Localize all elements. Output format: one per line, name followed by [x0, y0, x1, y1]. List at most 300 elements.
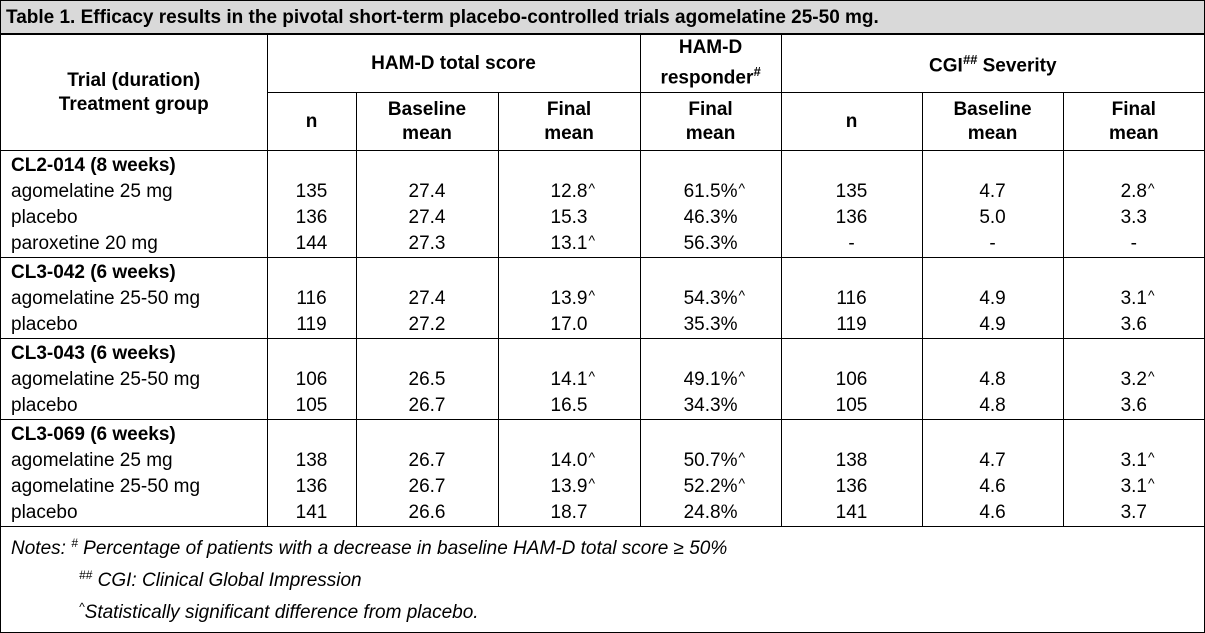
value-text: 138 — [835, 450, 868, 471]
significance-mark: ^ — [588, 475, 596, 491]
treatment-group: placebo — [11, 502, 78, 523]
hamd-n-value — [296, 205, 328, 231]
responder-final-cell — [640, 420, 781, 527]
trial-group — [1, 258, 1204, 339]
table-value-row — [782, 179, 922, 205]
header-line: Baseline — [953, 98, 1032, 120]
table-value-row — [357, 500, 498, 526]
table-value-row — [782, 231, 922, 257]
significance-mark: ^ — [1148, 449, 1155, 465]
cgi-n-value — [836, 500, 868, 526]
value-text: 136 — [835, 207, 868, 228]
header-cgi-label: CGI — [929, 55, 963, 77]
header-cgi-final — [1063, 93, 1204, 151]
value-text: 116 — [296, 288, 327, 309]
value-text: 24.8% — [683, 502, 738, 523]
hamd-final-cell — [498, 151, 640, 258]
significance-mark: ^ — [588, 287, 596, 303]
trial-group — [1, 420, 1204, 527]
value-text: - — [1130, 233, 1137, 254]
table-value-row — [923, 286, 1063, 312]
responder-final-value — [684, 500, 738, 526]
notes-prefix: Notes: — [11, 538, 72, 559]
value-text: 49.1% — [683, 369, 738, 390]
table-value-row — [782, 286, 922, 312]
table-value-row — [1064, 448, 1205, 474]
spacer — [923, 341, 1063, 367]
value-text: 136 — [295, 207, 328, 228]
value-text: 3.3 — [1120, 207, 1147, 228]
cgi-n-value — [836, 286, 866, 312]
responder-final-cell — [640, 151, 781, 258]
header-responder-label: responder — [660, 67, 754, 89]
significance-mark: ^ — [588, 368, 596, 384]
table-value-row — [499, 231, 640, 257]
cgi-n-cell — [781, 258, 922, 339]
spacer — [923, 153, 1063, 179]
value-text: 18.7 — [550, 502, 588, 523]
header-trial-line1: Trial (duration) — [67, 69, 201, 91]
header-line: Baseline — [387, 98, 467, 120]
table-value-row — [1064, 474, 1205, 500]
table-value-row — [782, 205, 922, 231]
table-value-row — [357, 474, 498, 500]
cgi-n-value — [836, 205, 868, 231]
hamd-n-value — [296, 231, 328, 257]
value-text: 27.2 — [408, 314, 446, 335]
value-text: 16.5 — [550, 395, 588, 416]
spacer — [268, 153, 356, 179]
cgi-baseline-value — [979, 312, 1005, 338]
table-value-row — [782, 474, 922, 500]
table-value-row — [1064, 231, 1205, 257]
table-notes — [1, 527, 1204, 626]
table-value-row — [357, 393, 498, 419]
spacer — [782, 422, 922, 448]
value-text: 26.7 — [408, 450, 446, 471]
hamd-baseline-cell — [356, 420, 498, 527]
spacer — [357, 422, 498, 448]
cgi-n-value — [836, 367, 868, 393]
cgi-n-cell — [781, 339, 922, 420]
value-text: 4.7 — [979, 181, 1006, 202]
header-line: Final — [546, 98, 592, 120]
significance-mark: ^ — [588, 449, 596, 465]
hamd-n-cell — [267, 151, 356, 258]
hamd-baseline-value — [409, 231, 446, 257]
note-1-text: Percentage of patients with a decrease in baseline HAM-D total score ≥ 50% — [77, 538, 728, 559]
value-text: 13.1 — [550, 233, 588, 254]
cgi-n-value — [836, 474, 868, 500]
header-hamd-final — [498, 93, 640, 151]
value-text: 4.6 — [979, 476, 1006, 497]
cgi-final-value — [1121, 500, 1147, 526]
value-text: 4.7 — [979, 450, 1006, 471]
table-value-row — [268, 500, 356, 526]
header-cgi — [781, 35, 1204, 93]
cgi-final-cell — [1063, 151, 1204, 258]
value-text: 135 — [835, 181, 868, 202]
table-value-row — [923, 179, 1063, 205]
hamd-final-value — [551, 393, 588, 419]
table-value-row — [357, 367, 498, 393]
header-cgi-baseline — [922, 93, 1063, 151]
significance-mark: ^ — [738, 368, 746, 384]
value-text: 27.4 — [408, 207, 446, 228]
value-text: 26.6 — [408, 502, 446, 523]
header-line: Final — [1111, 98, 1156, 120]
spacer — [1064, 422, 1205, 448]
value-text: - — [848, 233, 855, 254]
table-value-row — [641, 312, 781, 338]
value-text: 136 — [835, 476, 868, 497]
treatment-group: agomelatine 25 mg — [11, 450, 173, 471]
efficacy-table — [1, 34, 1204, 527]
hamd-final-cell — [498, 339, 640, 420]
header-cgi-suffix: Severity — [977, 55, 1057, 77]
table-value-row — [1064, 179, 1205, 205]
hamd-n-cell — [267, 339, 356, 420]
responder-final-value — [684, 393, 738, 419]
treatment-group: paroxetine 20 mg — [11, 233, 158, 254]
hamd-baseline-value — [409, 205, 446, 231]
spacer — [268, 260, 356, 286]
responder-final-value — [683, 474, 746, 500]
spacer — [782, 341, 922, 367]
hamd-final-value — [550, 474, 596, 500]
trial-name: CL2-014 (8 weeks) — [11, 155, 176, 176]
value-text: 4.9 — [979, 314, 1006, 335]
table-value-row — [357, 231, 498, 257]
header-hamd-responder — [640, 35, 781, 93]
spacer — [357, 153, 498, 179]
cgi-baseline-value — [979, 500, 1005, 526]
table-value-row — [782, 448, 922, 474]
table-value-row — [499, 474, 640, 500]
hamd-n-value — [296, 367, 328, 393]
hamd-n-cell — [267, 420, 356, 527]
table-value-row — [357, 205, 498, 231]
hamd-baseline-value — [409, 312, 446, 338]
value-text: 3.6 — [1120, 314, 1147, 335]
treatment-group: placebo — [11, 207, 78, 228]
cgi-n-value — [836, 312, 866, 338]
hamd-final-value — [550, 367, 596, 393]
table-value-row — [641, 500, 781, 526]
value-text: 14.1 — [550, 369, 588, 390]
hamd-final-value — [550, 286, 596, 312]
treatment-group: placebo — [11, 395, 78, 416]
table-value-row — [641, 205, 781, 231]
table-value-row — [923, 231, 1063, 257]
value-text: 119 — [296, 314, 327, 335]
trial-group — [1, 339, 1204, 420]
value-text: 26.7 — [408, 476, 446, 497]
significance-mark: ^ — [738, 449, 746, 465]
table-value-row — [923, 205, 1063, 231]
value-text: 3.2 — [1120, 369, 1147, 390]
value-text: 26.5 — [408, 369, 446, 390]
header-hamd-n: n — [267, 93, 356, 151]
header-cgi-mark: ## — [962, 52, 978, 68]
table-value-row — [782, 500, 922, 526]
value-text: 17.0 — [550, 314, 588, 335]
header-line: mean — [544, 122, 594, 144]
cgi-n-value — [836, 179, 868, 205]
hamd-final-value — [551, 312, 588, 338]
value-text: 119 — [836, 314, 867, 335]
trial-label-cell — [1, 339, 267, 420]
header-hamd-baseline — [356, 93, 498, 151]
responder-final-value — [683, 286, 746, 312]
spacer — [1064, 341, 1205, 367]
cgi-final-value — [1131, 231, 1137, 257]
responder-final-value — [683, 367, 746, 393]
table-value-row — [499, 312, 640, 338]
table-value-row — [268, 231, 356, 257]
responder-final-value — [684, 231, 738, 257]
responder-final-cell — [640, 339, 781, 420]
cgi-final-value — [1120, 367, 1155, 393]
table-value-row — [357, 448, 498, 474]
spacer — [641, 260, 781, 286]
table-value-row — [499, 205, 640, 231]
cgi-baseline-value — [989, 231, 995, 257]
significance-mark: ^ — [588, 232, 596, 248]
value-text: 4.9 — [979, 288, 1006, 309]
cgi-final-value — [1121, 205, 1147, 231]
spacer — [499, 260, 640, 286]
spacer — [641, 422, 781, 448]
cgi-baseline-value — [979, 474, 1005, 500]
spacer — [1064, 260, 1205, 286]
value-text: 56.3% — [683, 233, 738, 254]
hamd-final-value — [550, 231, 596, 257]
hamd-baseline-cell — [356, 339, 498, 420]
value-text: 27.3 — [408, 233, 446, 254]
value-text: 138 — [295, 450, 328, 471]
table-value-row — [499, 393, 640, 419]
table-value-row — [923, 474, 1063, 500]
spacer — [923, 260, 1063, 286]
header-responder-mark: # — [753, 64, 761, 80]
spacer — [357, 341, 498, 367]
header-responder-line1: HAM-D — [678, 37, 743, 59]
cgi-final-cell — [1063, 420, 1204, 527]
cgi-baseline-value — [979, 286, 1005, 312]
value-text: 5.0 — [979, 207, 1006, 228]
significance-mark: ^ — [588, 180, 596, 196]
responder-final-value — [684, 312, 738, 338]
cgi-final-value — [1120, 179, 1155, 205]
trial-group — [1, 151, 1204, 258]
header-line: mean — [685, 122, 736, 144]
responder-final-cell — [640, 258, 781, 339]
table-value-row — [357, 312, 498, 338]
responder-final-value — [683, 448, 746, 474]
cgi-baseline-cell — [922, 258, 1063, 339]
value-text: 4.6 — [979, 502, 1006, 523]
hamd-n-value — [296, 393, 328, 419]
table-value-row — [268, 312, 356, 338]
header-line: Final — [688, 98, 733, 120]
treatment-group: agomelatine 25-50 mg — [11, 476, 201, 497]
table-value-row — [923, 367, 1063, 393]
table-value-row — [268, 205, 356, 231]
spacer — [357, 260, 498, 286]
header-cgi-n: n — [781, 93, 922, 151]
table-value-row — [268, 286, 356, 312]
table-value-row — [1064, 500, 1205, 526]
hamd-final-cell — [498, 258, 640, 339]
value-text: 54.3% — [683, 288, 738, 309]
hamd-baseline-cell — [356, 258, 498, 339]
table-value-row — [268, 179, 356, 205]
value-text: 3.7 — [1120, 502, 1147, 523]
hamd-baseline-value — [409, 367, 446, 393]
value-text: 34.3% — [683, 395, 738, 416]
value-text: 46.3% — [683, 207, 738, 228]
header-responder-final — [640, 93, 781, 151]
value-text: 35.3% — [683, 314, 738, 335]
table-value-row — [268, 367, 356, 393]
hamd-n-value — [296, 312, 326, 338]
table-value-row — [641, 231, 781, 257]
value-text: 144 — [295, 233, 328, 254]
cgi-n-value — [836, 448, 868, 474]
spacer — [641, 153, 781, 179]
table-value-row — [641, 286, 781, 312]
cgi-n-cell — [781, 151, 922, 258]
trial-label-cell — [1, 151, 267, 258]
value-text: 61.5% — [683, 181, 738, 202]
table-value-row — [499, 500, 640, 526]
value-text: 26.7 — [408, 395, 446, 416]
table-value-row — [499, 179, 640, 205]
table-value-row — [1064, 286, 1205, 312]
cgi-baseline-value — [979, 179, 1005, 205]
table-value-row — [268, 393, 356, 419]
table-value-row — [1064, 205, 1205, 231]
hamd-final-cell — [498, 420, 640, 527]
hamd-baseline-value — [409, 179, 446, 205]
cgi-final-value — [1120, 286, 1155, 312]
table-value-row — [1064, 312, 1205, 338]
cgi-final-value — [1121, 393, 1147, 419]
cgi-baseline-cell — [922, 151, 1063, 258]
cgi-baseline-cell — [922, 339, 1063, 420]
hamd-baseline-value — [409, 500, 446, 526]
spacer — [923, 422, 1063, 448]
value-text: 106 — [295, 369, 328, 390]
hamd-baseline-value — [409, 448, 446, 474]
table-value-row — [782, 367, 922, 393]
cgi-baseline-value — [979, 448, 1005, 474]
value-text: 4.8 — [979, 395, 1006, 416]
value-text: 27.4 — [408, 288, 446, 309]
table-value-row — [357, 286, 498, 312]
significance-mark: ^ — [738, 180, 746, 196]
header-responder-line2 — [641, 60, 781, 90]
cgi-baseline-value — [979, 367, 1005, 393]
trial-name: CL3-069 (6 weeks) — [11, 424, 176, 445]
table-value-row — [641, 367, 781, 393]
note-3 — [11, 594, 1204, 626]
cgi-n-value — [836, 393, 868, 419]
table-value-row — [499, 286, 640, 312]
hamd-n-value — [296, 286, 326, 312]
value-text: 14.0 — [550, 450, 588, 471]
cgi-final-value — [1120, 448, 1155, 474]
value-text: 52.2% — [683, 476, 738, 497]
value-text: 2.8 — [1120, 181, 1147, 202]
note-3-text: Statistically significant difference from placebo. — [84, 602, 479, 623]
treatment-group: agomelatine 25-50 mg — [11, 288, 201, 309]
spacer — [782, 260, 922, 286]
header-hamd-total: HAM-D total score — [267, 35, 640, 93]
table-value-row — [499, 448, 640, 474]
cgi-final-cell — [1063, 339, 1204, 420]
table-title: Table 1. Efficacy results in the pivotal short-term placebo-controlled trials agomelatine 25-50 mg. — [1, 1, 1204, 34]
spacer — [499, 341, 640, 367]
treatment-group: agomelatine 25 mg — [11, 181, 173, 202]
cgi-final-cell — [1063, 258, 1204, 339]
hamd-final-value — [550, 448, 596, 474]
note-1-mark: # — [71, 536, 78, 550]
value-text: 50.7% — [683, 450, 738, 471]
value-text: 12.8 — [550, 181, 588, 202]
hamd-n-cell — [267, 258, 356, 339]
spacer — [499, 422, 640, 448]
table-value-row — [1064, 393, 1205, 419]
significance-mark: ^ — [1148, 287, 1155, 303]
significance-mark: ^ — [1148, 368, 1155, 384]
cgi-n-value — [848, 231, 854, 257]
responder-final-value — [683, 179, 746, 205]
hamd-final-value — [550, 179, 596, 205]
table-value-row — [923, 500, 1063, 526]
hamd-final-value — [551, 500, 588, 526]
value-text: 4.8 — [979, 369, 1006, 390]
significance-mark: ^ — [738, 287, 746, 303]
trial-name: CL3-042 (6 weeks) — [11, 262, 176, 283]
note-2-mark: ## — [79, 568, 93, 582]
value-text: 136 — [295, 476, 328, 497]
table-value-row — [1064, 367, 1205, 393]
table-value-row — [499, 367, 640, 393]
table-value-row — [357, 179, 498, 205]
value-text: 141 — [295, 502, 328, 523]
table-value-row — [782, 312, 922, 338]
spacer — [268, 422, 356, 448]
responder-final-value — [684, 205, 738, 231]
cgi-baseline-cell — [922, 420, 1063, 527]
table-value-row — [641, 474, 781, 500]
cgi-final-value — [1121, 312, 1147, 338]
value-text: 141 — [835, 502, 868, 523]
significance-mark: ^ — [738, 475, 746, 491]
hamd-baseline-cell — [356, 151, 498, 258]
spacer — [268, 341, 356, 367]
spacer — [1064, 153, 1205, 179]
value-text: 135 — [295, 181, 328, 202]
hamd-n-value — [296, 448, 328, 474]
table-value-row — [268, 448, 356, 474]
spacer — [641, 341, 781, 367]
header-trial-line2: Treatment group — [58, 93, 209, 115]
value-text: 13.9 — [550, 288, 588, 309]
table-value-row — [923, 393, 1063, 419]
